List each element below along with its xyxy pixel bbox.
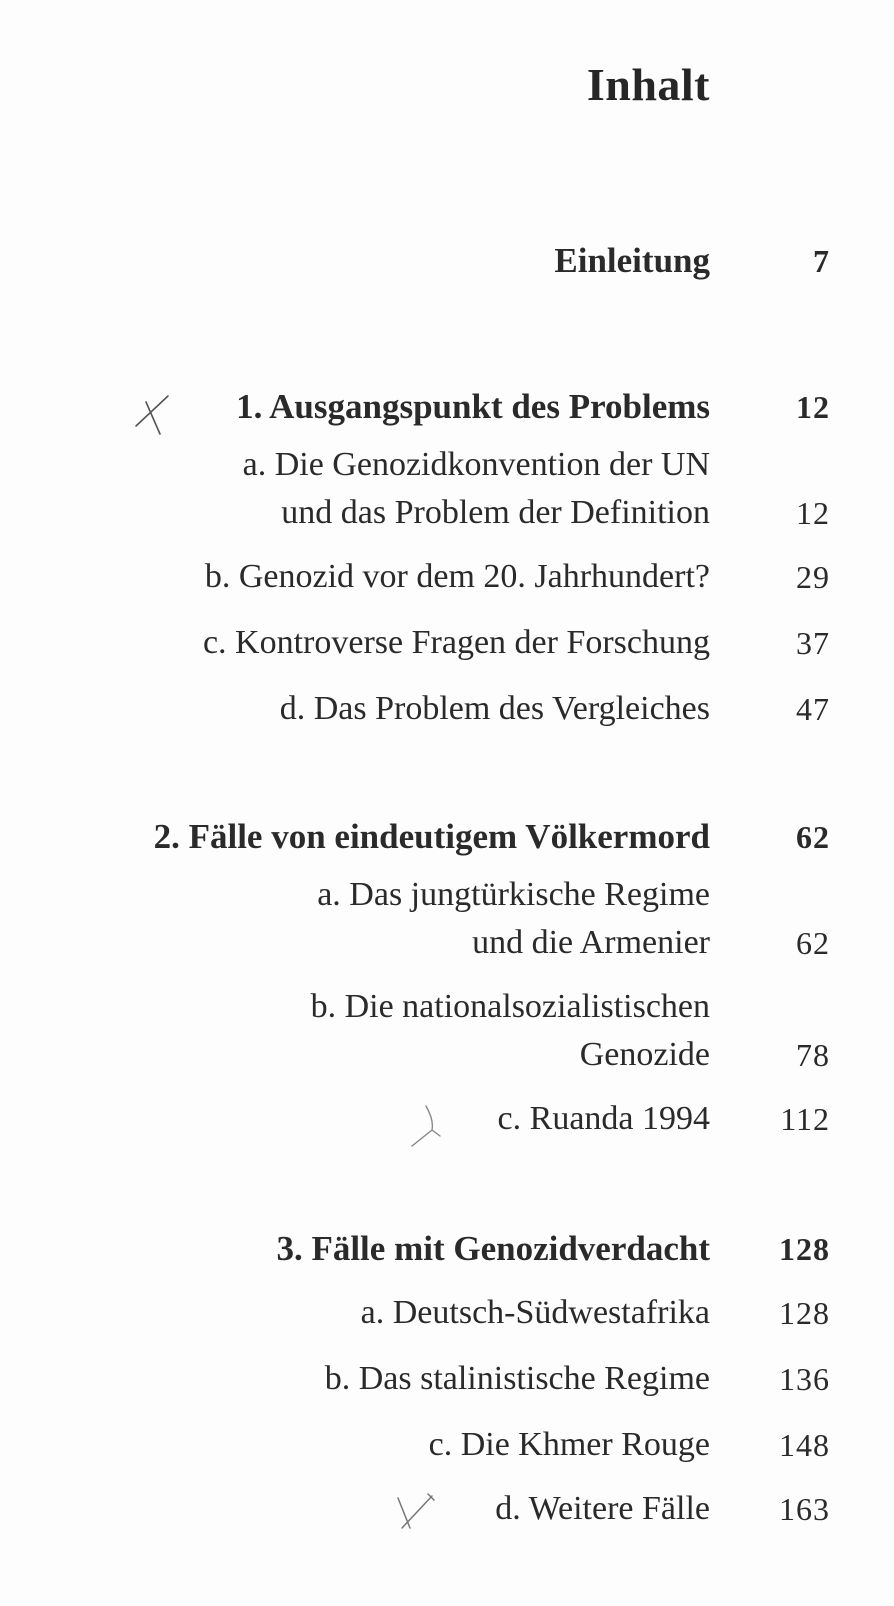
toc-section-1	[0, 384, 894, 444]
toc-section-label: 1. Ausgangspunkt des Problems	[236, 387, 710, 426]
toc-entry-label: b. Genozid vor dem 20. Jahrhundert?	[204, 558, 710, 595]
toc-section-page: 12	[796, 389, 830, 425]
toc-entry-1a-cont	[0, 490, 894, 550]
toc-entry-page: 163	[779, 1491, 830, 1527]
toc-entry-1d	[0, 686, 894, 746]
toc-entry-label: d. Weitere Fälle	[495, 1490, 710, 1527]
toc-section-label: 2. Fälle von eindeutigem Völkermord	[153, 817, 710, 856]
toc-entry-label: c. Ruanda 1994	[497, 1100, 710, 1137]
toc-entry-label: Einleitung	[554, 241, 710, 280]
toc-entry-3b	[0, 1356, 894, 1416]
toc-entry-page: 62	[796, 925, 830, 961]
toc-entry-2b-cont	[0, 1032, 894, 1092]
toc-entry-label: a. Deutsch-Südwestafrika	[360, 1294, 710, 1331]
toc-entry-label-cont: und die Armenier	[472, 924, 710, 961]
toc-entry-3d	[0, 1486, 894, 1546]
toc-entry-page: 148	[779, 1427, 830, 1463]
toc-entry-page: 29	[796, 559, 830, 595]
toc-entry-intro	[0, 238, 894, 298]
toc-entry-2c	[0, 1096, 894, 1156]
toc-entry-page: 128	[779, 1295, 830, 1331]
toc-entry-label: b. Die nationalsozialistischen	[310, 988, 710, 1025]
toc-entry-page: 37	[796, 625, 830, 661]
toc-entry-label: a. Das jungtürkische Regime	[317, 876, 710, 913]
toc-entry-label-cont: und das Problem der Definition	[281, 494, 710, 531]
toc-entry-label-cont: Genozide	[579, 1036, 710, 1073]
toc-entry-page: 7	[813, 243, 830, 279]
toc-entry-label: c. Die Khmer Rouge	[428, 1426, 710, 1463]
toc-entry-page: 112	[780, 1101, 830, 1137]
toc-section-page: 128	[779, 1231, 830, 1267]
toc-section-2	[0, 814, 894, 874]
toc-entry-3a	[0, 1290, 894, 1350]
page-title: Inhalt	[586, 59, 710, 110]
toc-entry-3c	[0, 1422, 894, 1482]
toc-entry-1b	[0, 554, 894, 614]
toc-section-3	[0, 1226, 894, 1286]
toc-entry-page: 136	[779, 1361, 830, 1397]
toc-entry-page: 78	[796, 1037, 830, 1073]
toc-entry-page: 12	[796, 495, 830, 531]
toc-entry-label: c. Kontroverse Fragen der Forschung	[202, 624, 710, 661]
toc-entry-2a-cont	[0, 920, 894, 980]
toc-section-page: 62	[796, 819, 830, 855]
toc-entry-1c	[0, 620, 894, 680]
toc-entry-label: b. Das stalinistische Regime	[324, 1360, 710, 1397]
toc-entry-label: d. Das Problem des Vergleiches	[279, 690, 710, 727]
toc-section-label: 3. Fälle mit Genozidverdacht	[276, 1229, 710, 1268]
toc-entry-page: 47	[796, 691, 830, 727]
toc-entry-label: a. Die Genozidkonvention der UN	[242, 446, 710, 483]
